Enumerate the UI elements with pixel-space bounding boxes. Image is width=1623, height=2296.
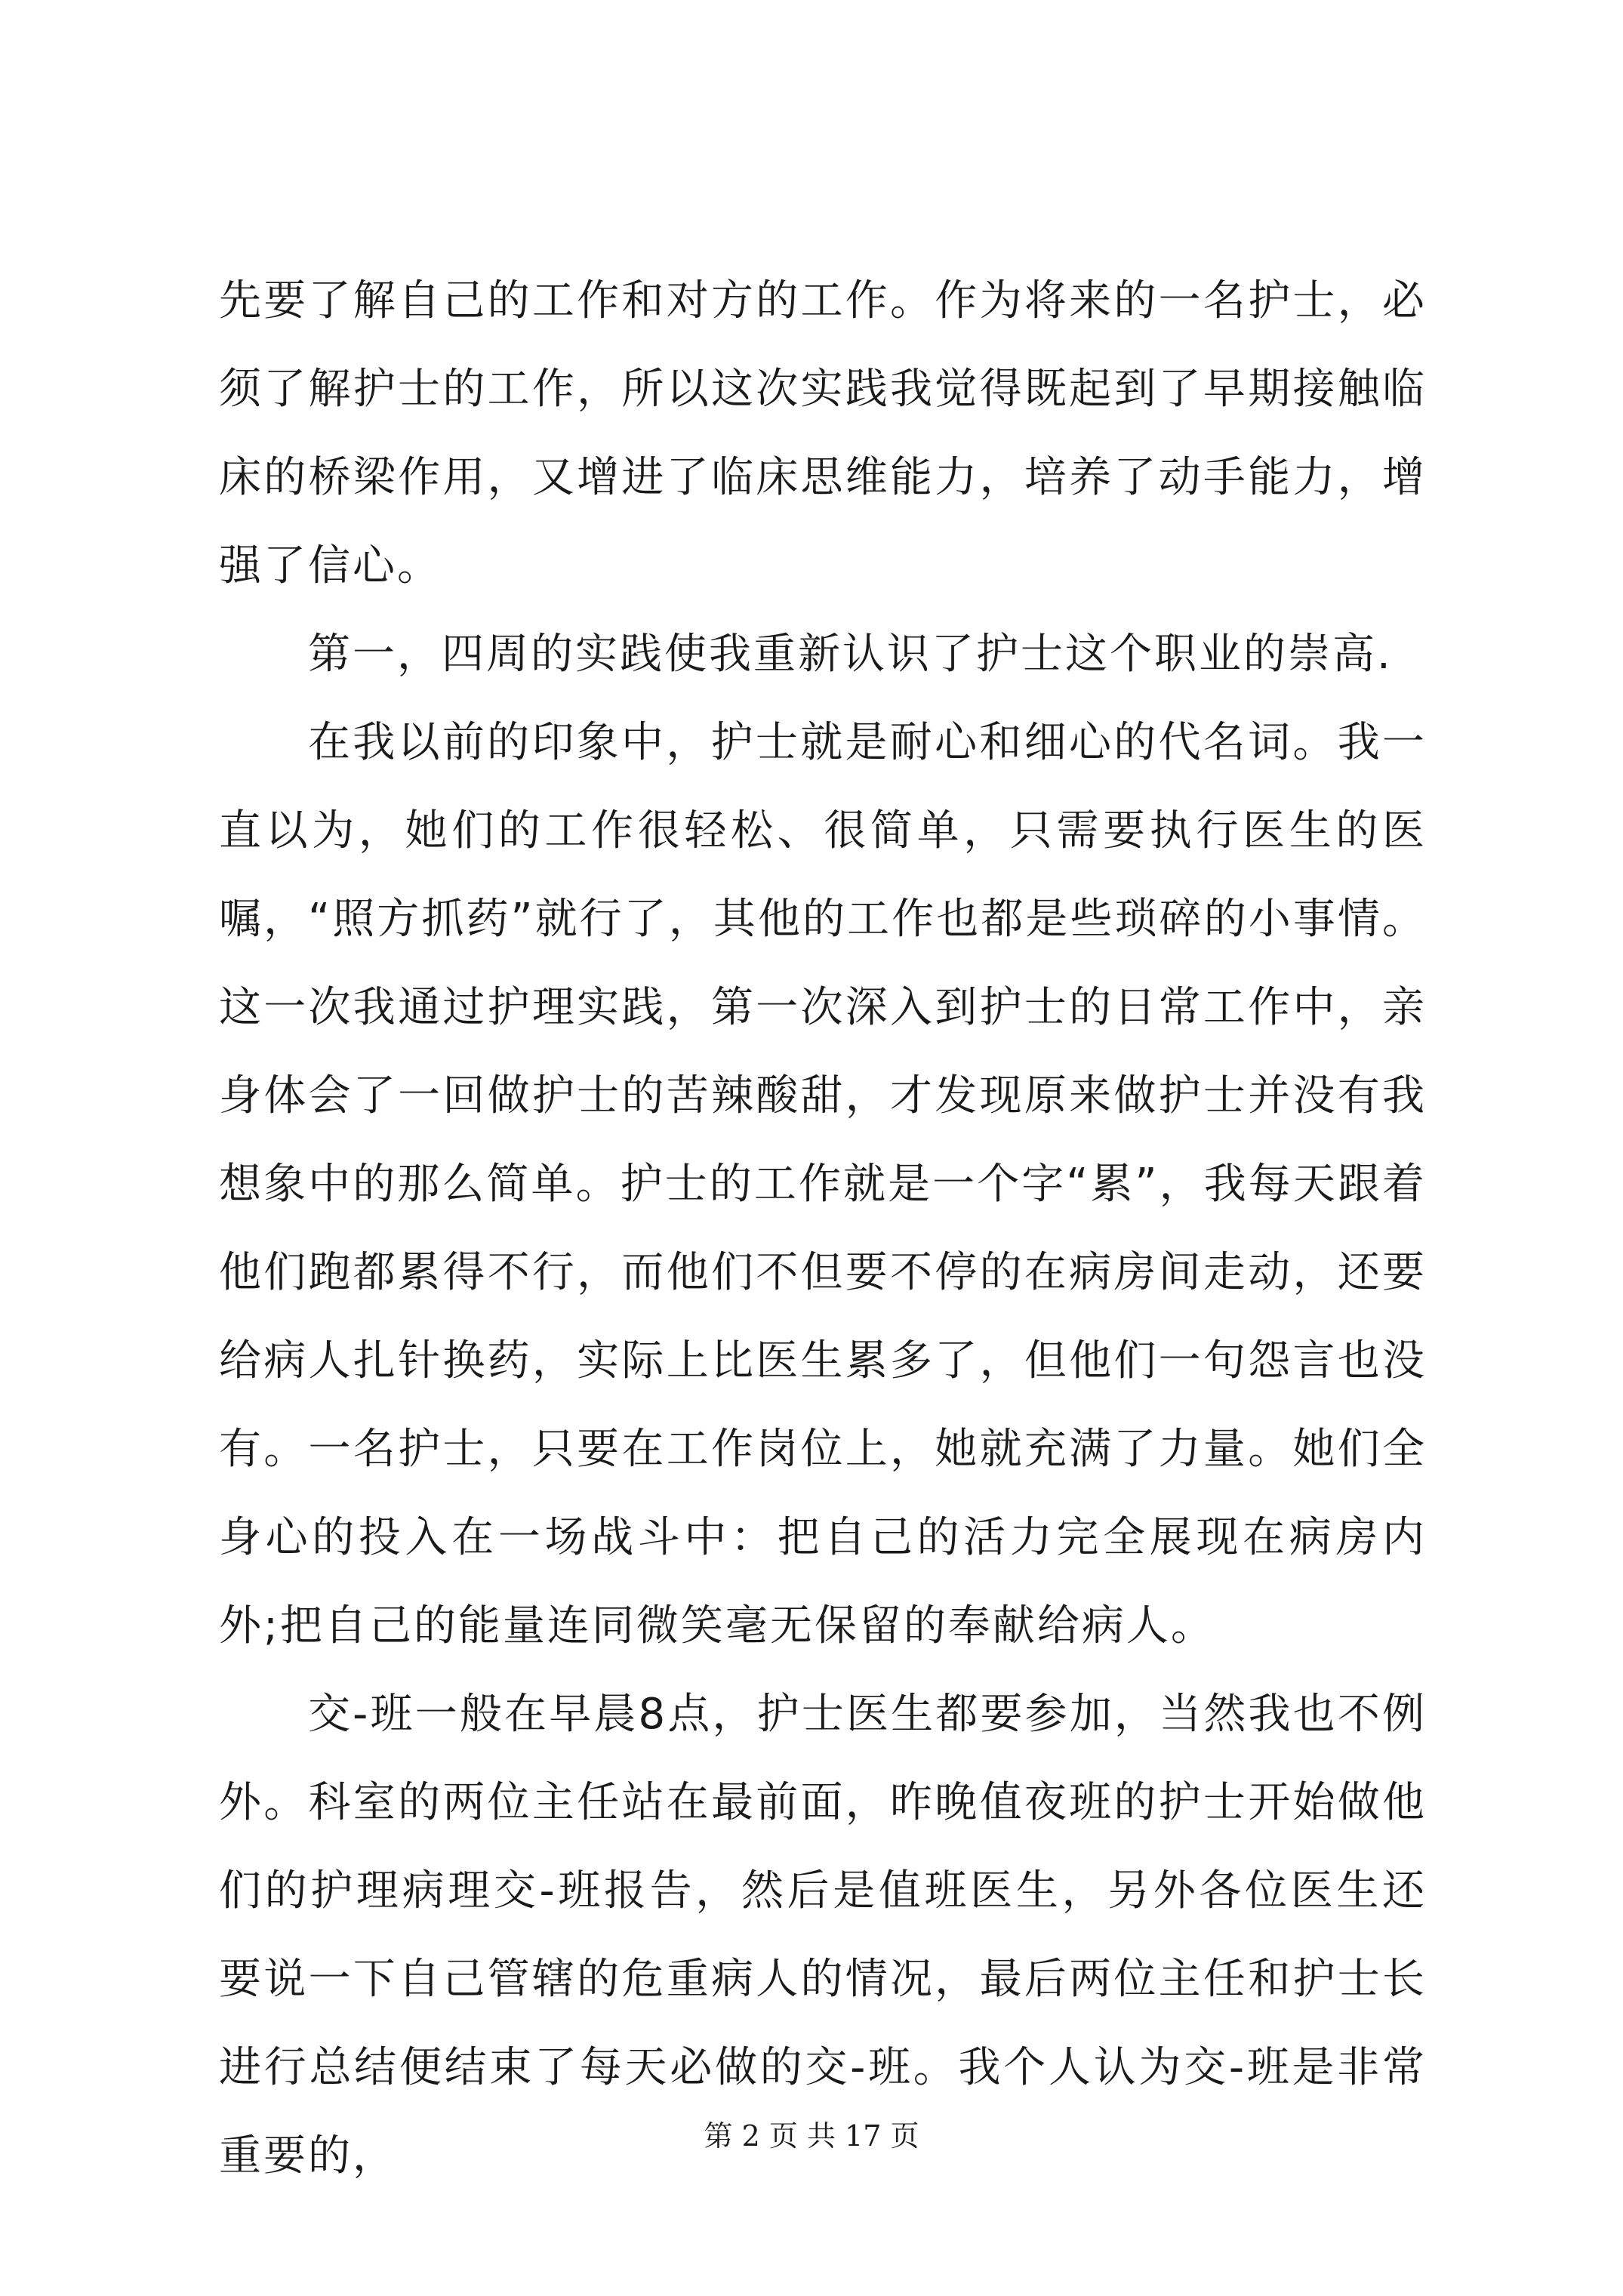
body-text (219, 257, 1427, 2200)
paragraph-2: 第一，四周的实践使我重新认识了护士这个职业的崇高. (308, 630, 1393, 679)
paragraph-4: 交-班一般在早晨8点，护士医生都要参加，当然我也不例外。科室的两位主任站在最前面，昨晚值夜班的护士开始做他们的护理病理交-班报告，然后是值班医生，另外各位医生还要说一下自己管辖的危重病人的情况，最后两位主任和护士长进行总结便结束了每天必做的交-班。我个人认为交-班是非常重要的， (219, 1690, 1427, 2180)
page-number-footer: 第 2 页 共 17 页 (704, 2119, 919, 2153)
paragraph-3: 在我以前的印象中，护士就是耐心和细心的代名词。我一直以为，她们的工作很轻松、很简单，只需要执行医生的医嘱，“照方抓药”就行了，其他的工作也都是些琐碎的小事情。这一次我通过护理实践，第一次深入到护士的日常工作中，亲身体会了一回做护士的苦辣酸甜，才发现原来做护士并没有我想象中的那么简单。护士的工作就是一个字“累”，我每天跟着他们跑都累得不行，而他们不但要不停的在病房间走动，还要给病人扎针换药，实际上比医生累多了，但他们一句怨言也没有。一名护士，只要在工作岗位上，她就充满了力量。她们全身心的投入在一场战斗中：把自己的活力完全展现在病房内外;把自己的能量连同微笑毫无保留的奉献给病人。 (219, 718, 1427, 1650)
paragraph-1: 先要了解自己的工作和对方的工作。作为将来的一名护士，必须了解护士的工作，所以这次实践我觉得既起到了早期接触临床的桥梁作用，又增进了临床思维能力，培养了动手能力，增强了信心。 (219, 276, 1427, 590)
